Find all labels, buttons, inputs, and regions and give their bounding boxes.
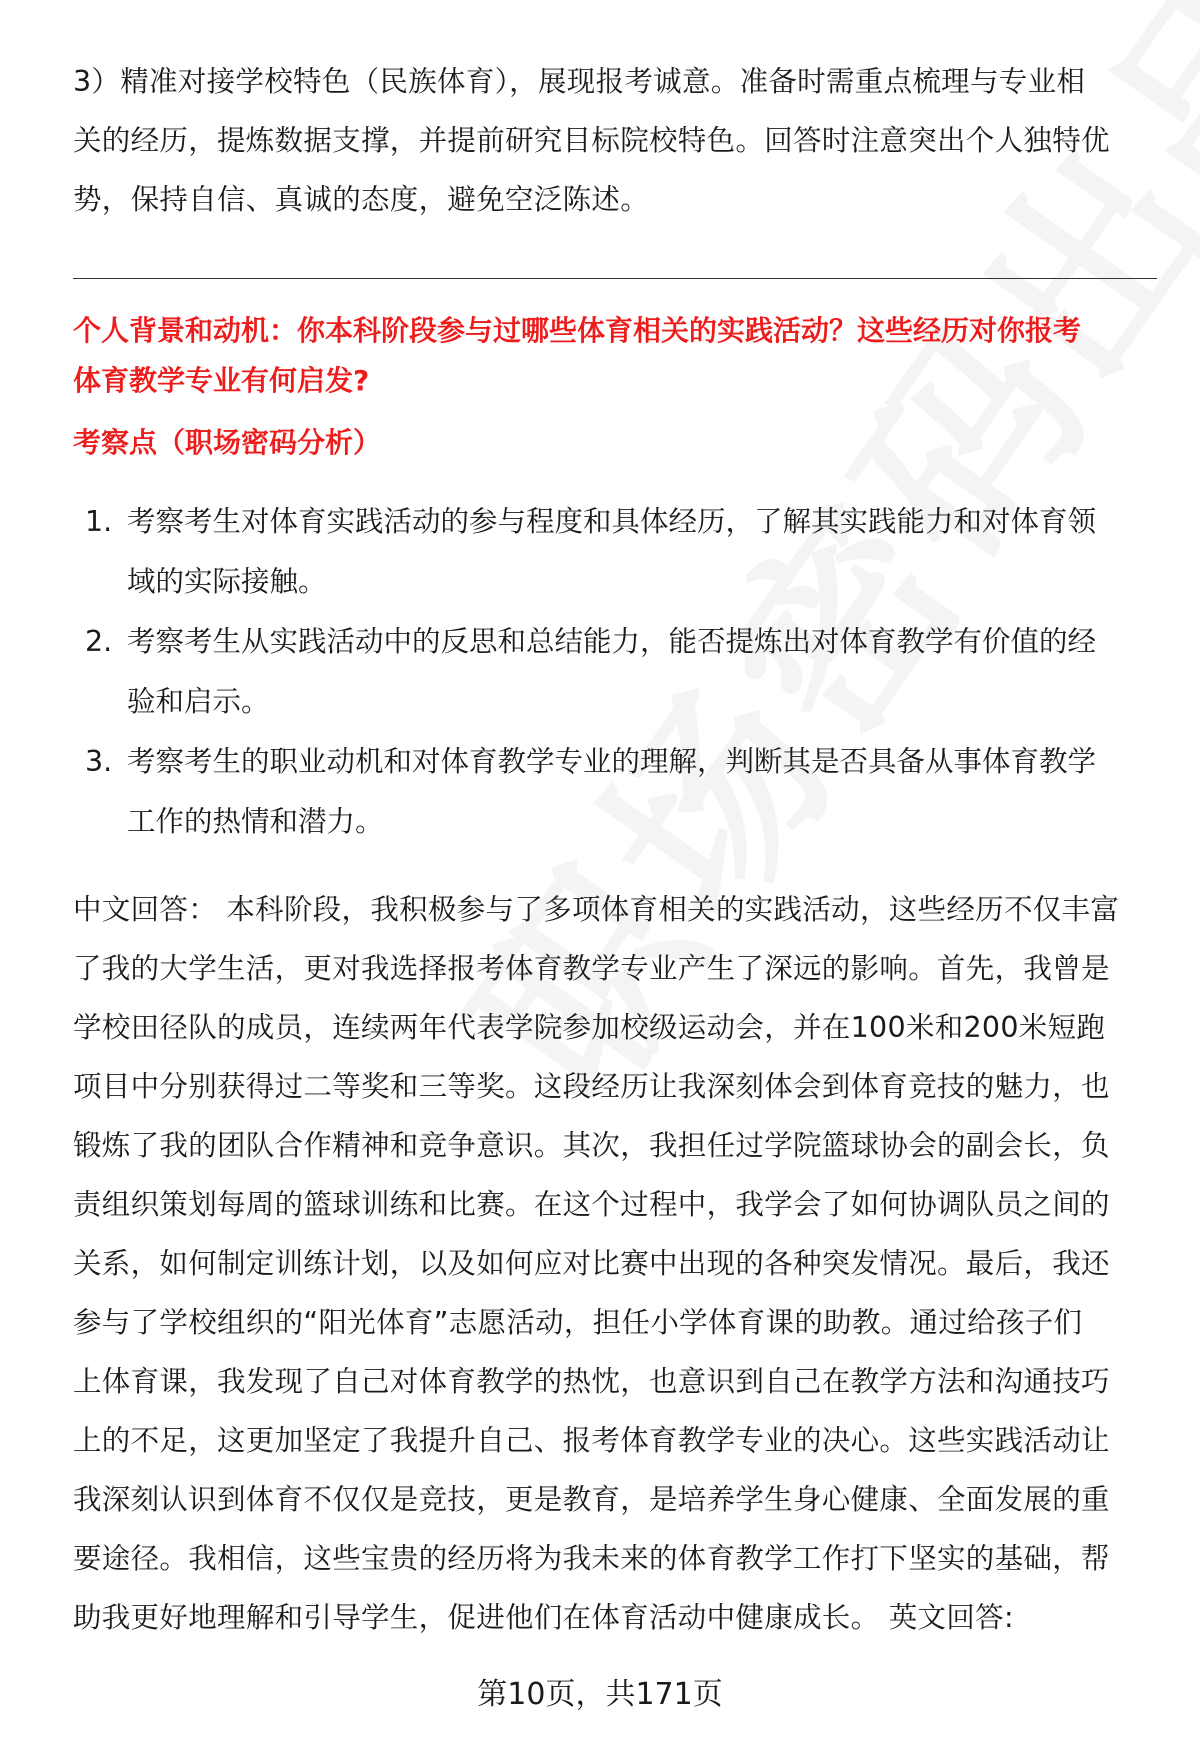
list-item-line: 验和启示。 <box>127 685 270 718</box>
list-item-number: 2. <box>85 625 113 658</box>
section-divider <box>73 278 1157 279</box>
list-item-line: 工作的热情和潜力。 <box>127 805 384 838</box>
question-line: 体育教学专业有何启发? <box>73 364 370 397</box>
answer-line: 中文回答： 本科阶段，我积极参与了多项体育相关的实践活动，这些经历不仅丰富 <box>73 893 1120 926</box>
list-item <box>73 492 1158 612</box>
answer-paragraph <box>73 880 1153 1647</box>
answer-line: 上体育课，我发现了自己对体育教学的热忱，也意识到自己在教学方法和沟通技巧 <box>73 1365 1110 1398</box>
page-number: 第10页，共171页 <box>477 1677 723 1712</box>
assessment-points-heading: 考察点（职场密码分析） <box>73 426 382 459</box>
list-item-line: 考察考生从实践活动中的反思和总结能力，能否提炼出对体育教学有价值的经 <box>127 625 1097 658</box>
list-item-line: 考察考生的职业动机和对体育教学专业的理解，判断其是否具备从事体育教学 <box>127 745 1097 778</box>
answer-line: 要途径。我相信，这些宝贵的经历将为我未来的体育教学工作打下坚实的基础，帮 <box>73 1542 1110 1575</box>
answer-line: 我深刻认识到体育不仅仅是竞技，更是教育，是培养学生身心健康、全面发展的重 <box>73 1483 1110 1516</box>
list-item <box>73 612 1158 732</box>
assessment-points-list <box>73 492 1158 852</box>
intro-paragraph <box>73 52 1153 229</box>
question-heading <box>73 306 1158 406</box>
answer-line: 了我的大学生活，更对我选择报考体育教学专业产生了深远的影响。首先，我曾是 <box>73 952 1110 985</box>
question-line: 个人背景和动机：你本科阶段参与过哪些体育相关的实践活动？这些经历对你报考 <box>73 314 1082 347</box>
answer-line: 锻炼了我的团队合作精神和竞争意识。其次，我担任过学院篮球协会的副会长，负 <box>73 1129 1110 1162</box>
answer-line: 助我更好地理解和引导学生，促进他们在体育活动中健康成长。 英文回答: <box>73 1601 1014 1634</box>
intro-line: 3）精准对接学校特色（民族体育），展现报考诚意。准备时需重点梳理与专业相 <box>73 65 1086 98</box>
answer-line: 责组织策划每周的篮球训练和比赛。在这个过程中，我学会了如何协调队员之间的 <box>73 1188 1110 1221</box>
answer-line: 关系，如何制定训练计划，以及如何应对比赛中出现的各种突发情况。最后，我还 <box>73 1247 1110 1280</box>
answer-line: 上的不足，这更加坚定了我提升自己、报考体育教学专业的决心。这些实践活动让 <box>73 1424 1110 1457</box>
list-item-line: 域的实际接触。 <box>127 565 327 598</box>
intro-line: 势，保持自信、真诚的态度，避免空泛陈述。 <box>73 183 650 216</box>
answer-line: 参与了学校组织的“阳光体育”志愿活动，担任小学体育课的助教。通过给孩子们 <box>73 1306 1083 1339</box>
list-item-line: 考察考生对体育实践活动的参与程度和具体经历，了解其实践能力和对体育领 <box>127 505 1097 538</box>
answer-line: 学校田径队的成员，连续两年代表学院参加校级运动会，并在100米和200米短跑 <box>73 1011 1106 1044</box>
answer-line: 项目中分别获得过二等奖和三等奖。这段经历让我深刻体会到体育竞技的魅力，也 <box>73 1070 1110 1103</box>
list-item-number: 3. <box>85 745 113 778</box>
intro-line: 关的经历，提炼数据支撑，并提前研究目标院校特色。回答时注意突出个人独特优 <box>73 124 1110 157</box>
list-item-number: 1. <box>85 505 113 538</box>
list-item <box>73 732 1158 852</box>
